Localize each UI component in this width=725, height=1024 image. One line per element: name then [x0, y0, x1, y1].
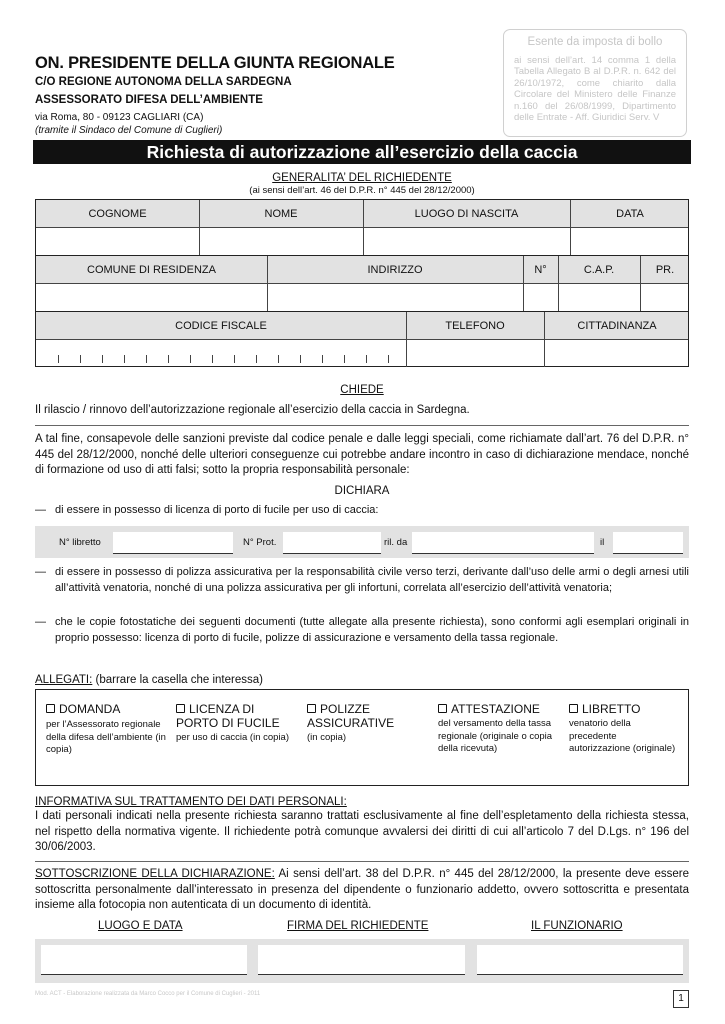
form-row1-fields[interactable] [36, 228, 688, 256]
recipient-address: via Roma, 80 - 09123 CAGLIARI (CA) [35, 112, 204, 123]
checkbox-icon[interactable] [569, 704, 578, 713]
chiede-heading: CHIEDE [340, 384, 384, 396]
checkbox-icon[interactable] [46, 704, 55, 713]
allegato-desc: per uso di caccia (in copia) [176, 732, 289, 743]
label-ril-da: ril. da [384, 537, 408, 548]
dichiara-item-3 [35, 615, 689, 662]
firma-funzionario-input[interactable] [477, 945, 683, 975]
label-cap: C.A.P. [583, 264, 615, 276]
allegato-desc: per l’Assessorato regionale della difesa dell’ambiente (in copia) [46, 719, 166, 755]
allegati-hint: (barrare la casella che interessa) [95, 674, 263, 686]
cf-char-divider [146, 355, 147, 363]
checkbox-icon[interactable] [176, 704, 185, 713]
allegato-desc: del versamento della tassa regionale (originale o copia della ricevuta) [438, 718, 553, 754]
dichiara-item-2 [35, 565, 689, 612]
dash-marker: — [35, 566, 46, 578]
allegato-licenza[interactable]: LICENZA DI PORTO DI FUCILE per uso di caccia (in copia) [176, 702, 301, 745]
label-numero: N° [534, 264, 547, 276]
allegato-desc: (in copia) [307, 732, 347, 743]
cf-char-divider [80, 355, 81, 363]
cf-char-divider [366, 355, 367, 363]
label-il: il [600, 537, 605, 548]
generalita-heading: GENERALITA’ DEL RICHIEDENTE [272, 172, 452, 184]
divider [35, 861, 689, 862]
label-luogo-nascita: LUOGO DI NASCITA [414, 208, 519, 220]
sottoscrizione-text: Ai sensi dell’art. 38 del D.P.R. n° 445 del 28/12/2000, la presente deve essere sottoscritta personalmente dall’interessato in presenza del dipendente o funzionario addetto, ovvero sottoscritta e presentata insieme alla fotocopia non autenticata di un documento di identità. [35, 868, 690, 912]
firma-richiedente-input[interactable] [258, 945, 465, 975]
sottoscrizione-block [35, 867, 689, 914]
dash-marker: — [35, 616, 46, 628]
dichiara-item-1 [35, 503, 689, 519]
label-codice-fiscale: CODICE FISCALE [175, 320, 267, 332]
generalita-note: (ai sensi dell’art. 46 del D.P.R. n° 445 del 28/12/2000) [249, 185, 475, 196]
allegato-title-line2: PORTO DI FUCILE [176, 716, 280, 730]
cf-char-divider [168, 355, 169, 363]
label-firma-richiedente: FIRMA DEL RICHIEDENTE [287, 920, 429, 932]
informativa-text: I dati personali indicati nella presente richiesta saranno trattati esclusivamente al fine dell’espletamento della richiesta stessa, nel rispetto della normativa vigente. Il richiedente potrà comunque avvalersi dei diritti di cui all’articolo 7 del D.Lgs. n° 196 del 30/06/2003. [35, 810, 689, 854]
label-indirizzo: INDIRIZZO [367, 264, 423, 276]
label-provincia: PR. [655, 264, 675, 276]
cf-char-divider [124, 355, 125, 363]
cf-char-divider [58, 355, 59, 363]
label-luogo-data: LUOGO E DATA [98, 920, 183, 932]
cf-char-divider [212, 355, 213, 363]
ril-da-input[interactable] [412, 532, 594, 554]
allegato-attestazione[interactable]: ATTESTAZIONE del versamento della tassa regionale (originale o copia della ricevuta) [438, 702, 563, 756]
allegato-title-line2: ASSICURATIVE [307, 716, 395, 730]
divider [35, 425, 689, 426]
label-funzionario: IL FUNZIONARIO [531, 920, 623, 932]
allegati-heading: ALLEGATI: [35, 674, 93, 686]
allegato-domanda[interactable]: DOMANDA per l’Assessorato regionale della difesa dell’ambiente (in copia) [46, 702, 171, 757]
dichiara-item-2-text: di essere in possesso di polizza assicurativa per la responsabilità civile verso terzi, derivante dall’uso delle armi o degli arnesi utili all’attività venatoria, nonché di una polizza assicurativa per gli infortuni, correlata all’esercizio dell’attività venatoria; [55, 566, 689, 594]
label-cognome: COGNOME [88, 208, 147, 220]
recipient-line-1: C/O REGIONE AUTONOMA DELLA SARDEGNA [35, 76, 292, 88]
label-n-libretto: N° libretto [59, 537, 101, 548]
label-nome: NOME [264, 208, 298, 220]
recipient-title: ON. PRESIDENTE DELLA GIUNTA REGIONALE [35, 54, 395, 72]
chiede-text: Il rilascio / rinnovo dell’autorizzazione regionale all’esercizio della caccia in Sardegna. [35, 404, 470, 416]
consapevole-text: A tal fine, consapevole delle sanzioni previste dal codice penale e dalle leggi speciali, come richiamate dall’art. 76 del D.P.R. n° 445 del 28/12/2000, nonché delle ulteriori conseguenze cui potrebbe andare incontro in caso di dichiarazione mendace, nonché di formazione od uso di atti falsi; sotto la propria responsabilità personale: [35, 433, 689, 477]
cf-char-divider [234, 355, 235, 363]
label-n-prot: N° Prot. [243, 537, 277, 548]
n-prot-input[interactable] [283, 532, 381, 554]
n-libretto-input[interactable] [113, 532, 233, 554]
cf-char-divider [300, 355, 301, 363]
cf-char-divider [278, 355, 279, 363]
cf-char-divider [102, 355, 103, 363]
recipient-line-2: ASSESSORATO DIFESA DELL’AMBIENTE [35, 94, 263, 106]
allegati-header [35, 673, 689, 689]
luogo-data-input[interactable] [41, 945, 247, 975]
sottoscrizione-heading: SOTTOSCRIZIONE DELLA DICHIARAZIONE: [35, 868, 275, 880]
cf-char-divider [344, 355, 345, 363]
recipient-via: (tramite il Sindaco del Comune di Cuglieri) [35, 125, 223, 136]
cf-char-divider [256, 355, 257, 363]
signature-box [35, 939, 689, 983]
label-cittadinanza: CITTADINANZA [577, 320, 657, 332]
stamp-text: ai sensi dell’art. 14 comma 1 della Tabella Allegato B al D.P.R. n. 642 del 26/10/1972, come chiarito dalla Circolare del Ministero delle Finanze n.160 del 26/08/1999, Dipartimento delle Entrate - Aff. Giuridici Serv. V [514, 55, 676, 124]
label-comune-residenza: COMUNE DI RESIDENZA [87, 264, 216, 276]
checkbox-icon[interactable] [438, 704, 447, 713]
allegato-libretto[interactable]: LIBRETTO venatorio della precedente autorizzazione (originale) [569, 702, 679, 756]
informativa-heading: INFORMATIVA SUL TRATTAMENTO DEI DATI PERSONALI: [35, 796, 347, 808]
libretto-fields [35, 526, 689, 558]
allegati-box [35, 689, 689, 786]
page-number: 1 [673, 990, 689, 1008]
label-telefono: TELEFONO [445, 320, 505, 332]
label-data: DATA [616, 208, 644, 220]
form-row2-fields[interactable] [36, 284, 688, 312]
applicant-form [35, 199, 689, 367]
allegato-desc: venatorio della precedente autorizzazione (originale) [569, 718, 676, 754]
dichiara-heading: DICHIARA [334, 485, 390, 497]
dichiara-item-1-text: di essere in possesso di licenza di porto di fucile per uso di caccia: [55, 504, 379, 516]
cf-char-divider [322, 355, 323, 363]
document-title: Richiesta di autorizzazione all’esercizio della caccia [33, 140, 691, 164]
stamp-box [503, 29, 687, 137]
dichiara-item-3-text: che le copie fotostatiche dei seguenti documenti (tutte allegate alla presente richiesta), sono conformi agli esemplari originali in proprio possesso: licenza di porto di fucile, polizze di assicurazione e versamento della tassa regionale. [55, 616, 689, 644]
footer-note: Mod. ACT - Elaborazione realizzata da Marco Cocco per il Comune di Cuglieri - 2011 [35, 991, 261, 997]
allegato-polizze[interactable]: POLIZZE ASSICURATIVE (in copia) [307, 702, 432, 745]
cf-char-divider [388, 355, 389, 363]
cf-char-divider [190, 355, 191, 363]
il-date-input[interactable] [613, 532, 683, 554]
checkbox-icon[interactable] [307, 704, 316, 713]
dash-marker: — [35, 504, 46, 516]
stamp-title: Esente da imposta di bollo [527, 36, 663, 48]
